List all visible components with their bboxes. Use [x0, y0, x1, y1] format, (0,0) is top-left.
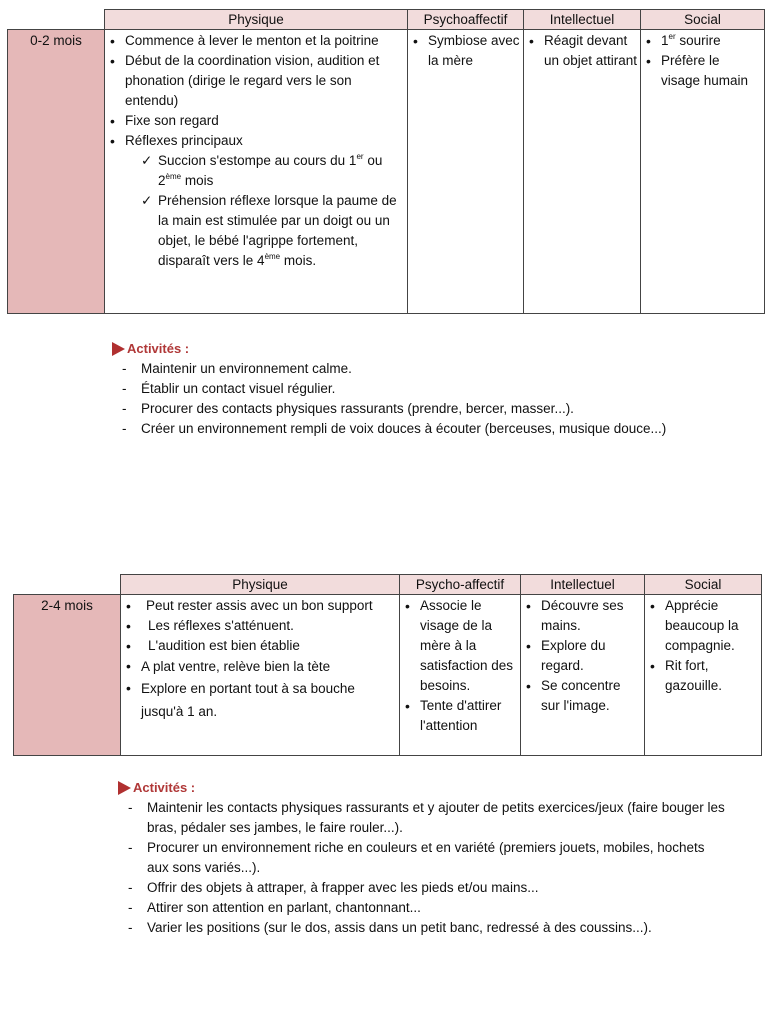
intellectuel-cell	[521, 595, 645, 756]
development-table-2-4	[13, 574, 762, 756]
age-label: 2-4 mois	[14, 595, 121, 756]
header-social: Social	[645, 575, 762, 595]
header-psychoaffectif: Psychoaffectif	[408, 10, 524, 30]
list-item: • Apprécie beaucoup la compagnie.	[645, 596, 759, 656]
activities-section-2-4	[118, 778, 728, 938]
activities-title: Activités :	[112, 339, 762, 359]
check-item: ✓ Succion s'estompe au cours du 1er ou 2ème mois	[138, 151, 407, 191]
header-psycho-affectif: Psycho-affectif	[400, 575, 521, 595]
social-cell	[645, 595, 762, 756]
physique-cell	[121, 595, 400, 756]
header-physique: Physique	[121, 575, 400, 595]
header-intellectuel: Intellectuel	[521, 575, 645, 595]
list-item: • Se concentre sur l'image.	[521, 676, 642, 716]
table-row	[14, 595, 762, 756]
table-header-row	[14, 575, 762, 595]
development-table-0-2	[7, 9, 765, 314]
activity-item: - Procurer des contacts physiques rassurants (prendre, bercer, masser...).	[112, 399, 762, 419]
list-item: • Découvre ses mains.	[521, 596, 642, 636]
check-item: ✓ Préhension réflexe lorsque la paume de la main est stimulée par un doigt ou un objet, le bébé l'agrippe fortement, disparaît vers le 4ème mois.	[138, 191, 407, 271]
list-item: • Commence à lever le menton et la poitrine	[105, 31, 405, 51]
list-item: • Réflexes principaux	[105, 131, 405, 151]
list-item: • 1er sourire	[641, 31, 762, 51]
social-cell	[641, 30, 765, 314]
activity-item: - Procurer un environnement riche en couleurs et en variété (premiers jouets, mobiles, hochets aux sons variés...).	[118, 838, 728, 878]
triangle-marker-icon	[118, 781, 131, 795]
intellectuel-cell	[524, 30, 641, 314]
header-intellectuel: Intellectuel	[524, 10, 641, 30]
triangle-marker-icon	[112, 342, 125, 356]
psycho-affectif-cell	[400, 595, 521, 756]
activity-item: - Créer un environnement rempli de voix douces à écouter (berceuses, musique douce...)	[112, 419, 762, 439]
list-item: • A plat ventre, relève bien la tète	[121, 656, 391, 677]
list-item: • Début de la coordination vision, audition et phonation (dirige le regard vers le son entendu)	[105, 51, 405, 111]
list-item: • Explore en portant tout à sa bouche jusqu'à 1 an.	[121, 677, 391, 723]
psychoaffectif-cell	[408, 30, 524, 314]
list-item: • Tente d'attirer l'attention	[400, 696, 518, 736]
header-social: Social	[641, 10, 765, 30]
age-label: 0-2 mois	[8, 30, 105, 314]
activity-item: - Établir un contact visuel régulier.	[112, 379, 762, 399]
activity-item: - Varier les positions (sur le dos, assis dans un petit banc, redressé à des coussins...).	[118, 918, 728, 938]
activities-section-0-2	[112, 339, 762, 439]
table-row	[8, 30, 765, 314]
activity-item: - Maintenir un environnement calme.	[112, 359, 762, 379]
list-item: • Explore du regard.	[521, 636, 642, 676]
list-item: • Associe le visage de la mère à la satisfaction des besoins.	[400, 596, 518, 696]
list-item: • Peut rester assis avec un bon support	[121, 596, 391, 616]
physique-cell	[105, 30, 408, 314]
list-item: • Fixe son regard	[105, 111, 405, 131]
activity-item: - Offrir des objets à attraper, à frapper avec les pieds et/ou mains...	[118, 878, 728, 898]
activity-item: - Maintenir les contacts physiques rassurants et y ajouter de petits exercices/jeux (faire bouger les bras, pédaler ses jambes, le faire rouler...).	[118, 798, 728, 838]
list-item: • Réagit devant un objet attirant	[524, 31, 638, 71]
table-header-row	[8, 10, 765, 30]
header-physique: Physique	[105, 10, 408, 30]
list-item: • L'audition est bien établie	[121, 636, 391, 656]
list-item: • Les réflexes s'atténuent.	[121, 616, 391, 636]
list-item: • Symbiose avec la mère	[408, 31, 521, 71]
list-item: • Préfère le visage humain	[641, 51, 762, 91]
activities-title: Activités :	[118, 778, 728, 798]
activity-item: - Attirer son attention en parlant, chantonnant...	[118, 898, 728, 918]
list-item: • Rit fort, gazouille.	[645, 656, 759, 696]
